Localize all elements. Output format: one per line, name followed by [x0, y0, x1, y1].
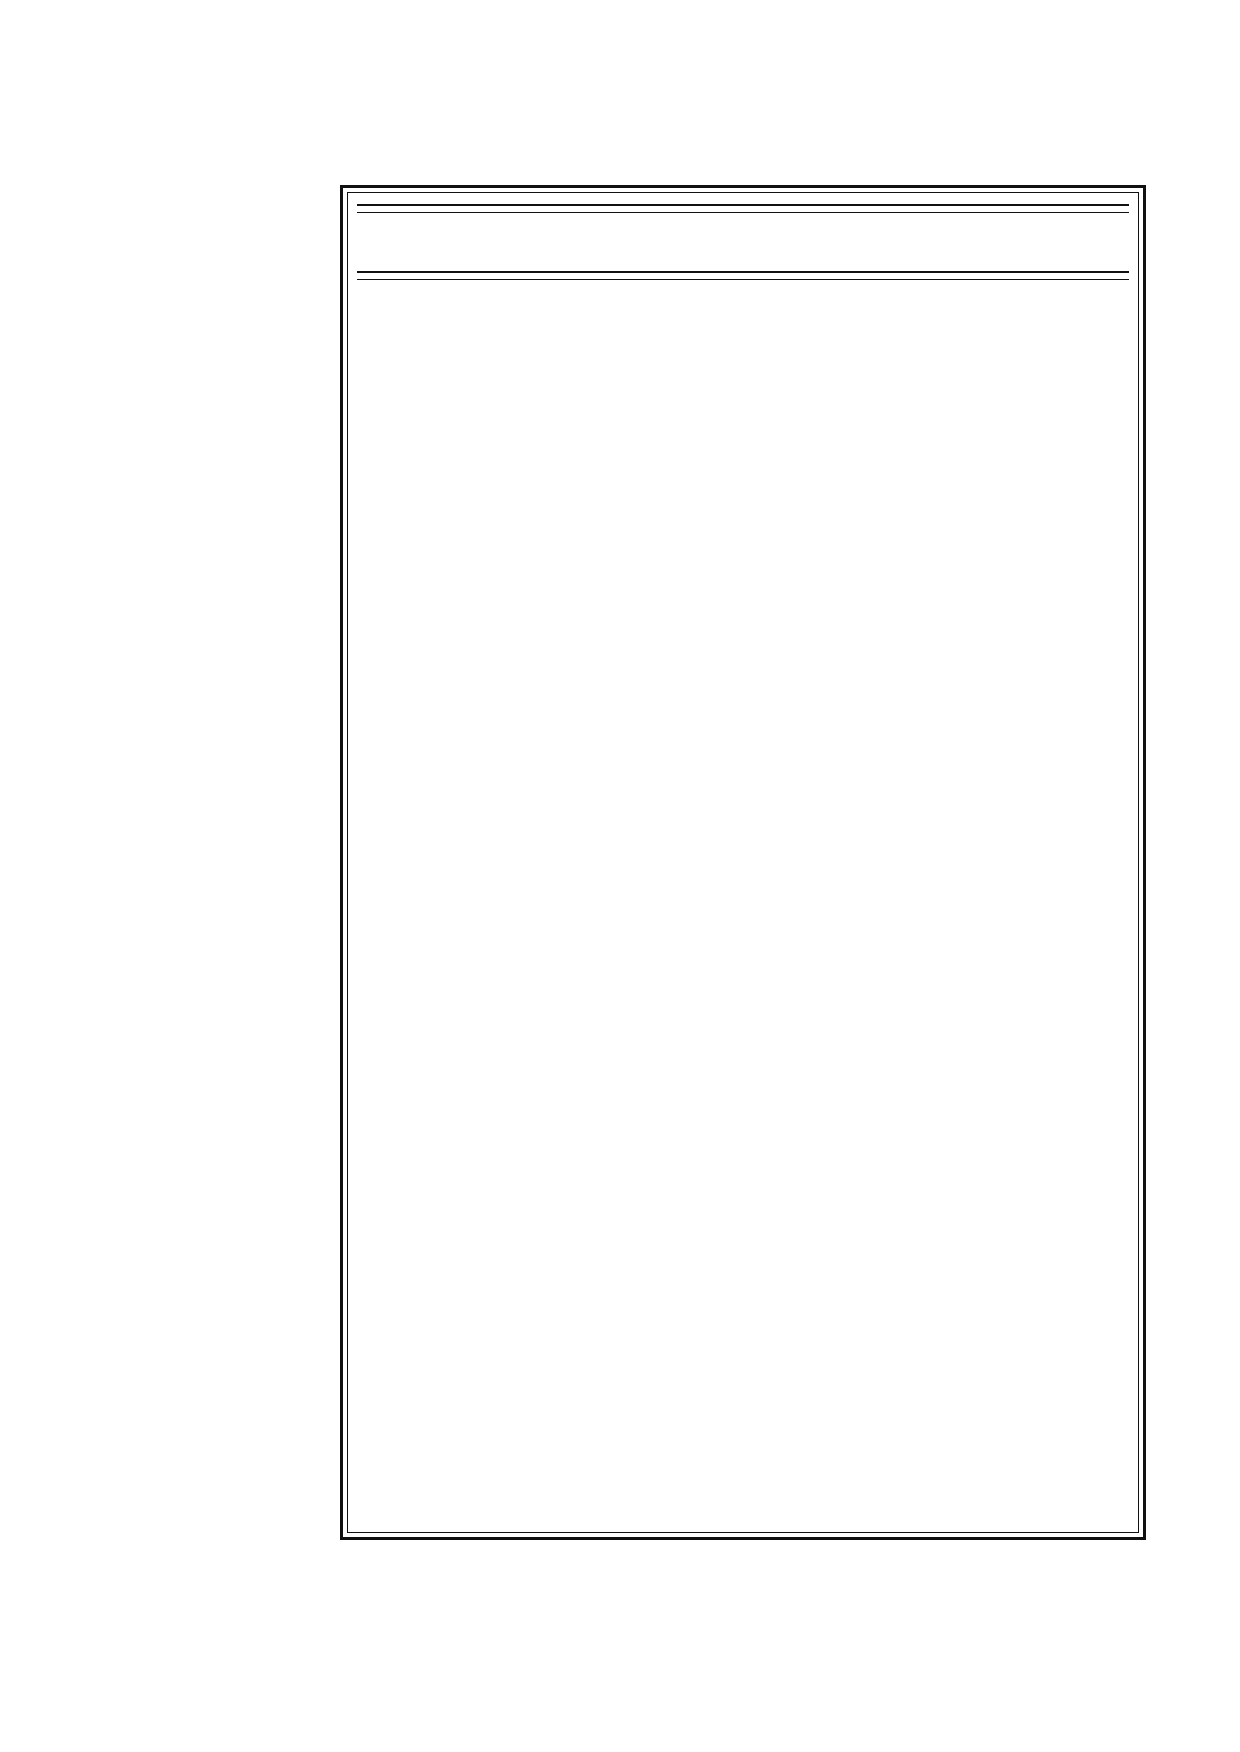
commentary-frame [340, 185, 1146, 1540]
chapter-heading [357, 221, 1129, 265]
divider-bottom [357, 271, 1129, 280]
commentary-body [357, 198, 1129, 1527]
divider-top [357, 204, 1129, 213]
